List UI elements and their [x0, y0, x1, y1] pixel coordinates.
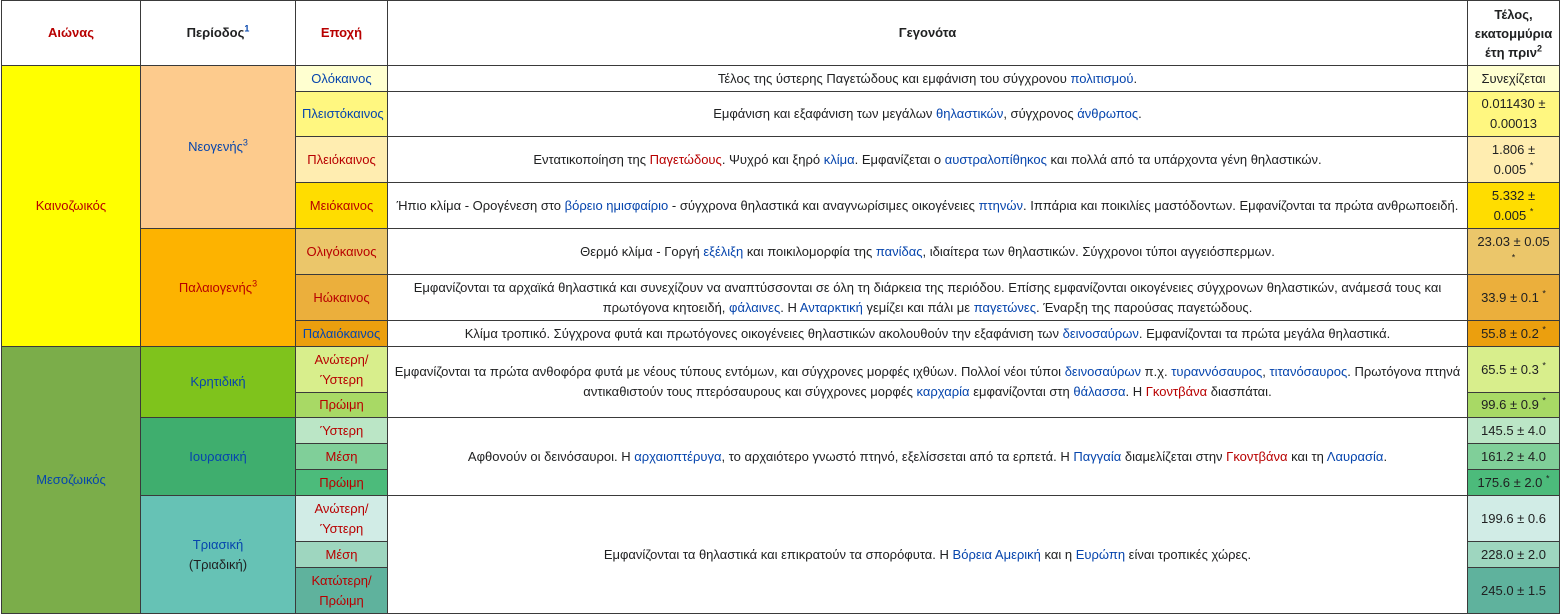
end-miocene: 5.332 ± 0.005 *	[1468, 183, 1560, 229]
epoch-triassic-lower[interactable]: Κατώτερη/ Πρώιμη	[296, 568, 388, 614]
events-holocene: Τέλος της ύστερης Παγετώδους και εμφάνιση του σύγχρονου πολιτισμού.	[388, 66, 1468, 92]
epoch-paleocene[interactable]: Παλαιόκαινος	[296, 321, 388, 347]
link-dinosaurs[interactable]: δεινοσαύρων	[1062, 325, 1139, 341]
table-row	[2, 347, 1560, 393]
epoch-miocene[interactable]: Μειόκαινος	[296, 183, 388, 229]
period-cretaceous[interactable]: Κρητιδική	[141, 347, 296, 418]
end-holocene: Συνεχίζεται	[1468, 66, 1560, 92]
epoch-pleistocene[interactable]: Πλειστόκαινος	[296, 92, 388, 137]
epoch-jurassic-lower[interactable]: Πρώιμη	[296, 470, 388, 496]
period-triassic[interactable]: Τριασική (Τριαδική)	[141, 496, 296, 614]
end-paleocene: 55.8 ± 0.2 *	[1468, 321, 1560, 347]
link-shark[interactable]: καρχαρία	[916, 384, 970, 399]
end-pliocene: 1.806 ± 0.005 *	[1468, 137, 1560, 183]
table-row	[2, 229, 1560, 275]
events-eocene: Εμφανίζονται τα αρχαϊκά θηλαστικά και συνεχίζουν να αναπτύσσονται σε όλη τη διάρκεια της περιόδου. Επίσης εμφανίζονται οικογένειες σύγχρονων θηλαστικών, ανάμεσά τους και πρωτόγονα κητοειδή, φάλαινες. Η Ανταρκτική γεμίζει και πάλι με παγετώνες. Έναρξη της παρούσας παγετώδους.	[388, 275, 1468, 321]
link-whales[interactable]: φάλαινες	[729, 299, 781, 315]
events-paleocene: Κλίμα τροπικό. Σύγχρονα φυτά και πρωτόγονες οικογένειες θηλαστικών ακολουθούν την εξαφάνιση των δεινοσαύρων. Εμφανίζονται τα πρώτα μεγάλα θηλαστικά.	[388, 321, 1468, 347]
end-cretaceous-upper: 65.5 ± 0.3 *	[1468, 347, 1560, 393]
link-pangaea[interactable]: Παγγαία	[1073, 448, 1122, 464]
events-miocene: Ήπιο κλίμα - Ορογένεση στο βόρειο ημισφαίριο - σύγχρονα θηλαστικά και αναγνωρίσιμες οικογένειες πτηνών. Ιππάρια και ποικιλίες μαστόδοντων. Εμφανίζονται τα πρώτα ανθρωποειδή.	[388, 183, 1468, 229]
link-europe[interactable]: Ευρώπη	[1075, 546, 1126, 562]
eon-mesozoic[interactable]: Μεσοζωικός	[2, 347, 141, 614]
events-cretaceous: Εμφανίζονται τα πρώτα ανθοφόρα φυτά με νέους τύπους εντόμων, και σύγχρονες μορφές ιχθύων. Πολλοί νέοι τύποι δεινοσαύρων π.χ. τυραννόσαυρος, τιτανόσαυρος. Πρωτόγονα πτηνά αντικαθιστούν τους πτερόσαυρους και σύγχρονες μορφές καρχαρία εμφανίζονται στη θάλασσα. Η Γκοντβάνα διασπάται.	[388, 347, 1468, 418]
end-jurassic-upper: 145.5 ± 4.0	[1468, 418, 1560, 444]
eon-header: Αιώνας	[2, 1, 141, 66]
link-tyrannosaurus[interactable]: τυραννόσαυρος	[1171, 364, 1263, 379]
events-triassic: Εμφανίζονται τα θηλαστικά και επικρατούν τα σπορόφυτα. Η Βόρεια Αμερική και η Ευρώπη είναι τροπικές χώρες.	[388, 496, 1468, 614]
link-laurasia[interactable]: Λαυρασία	[1326, 448, 1384, 464]
link-titanosaurus[interactable]: τιτανόσαυρος	[1269, 364, 1348, 379]
paleogene-footnote-ref[interactable]: 3	[252, 278, 258, 289]
link-northern-hemisphere[interactable]: βόρειο ημισφαίριο	[564, 197, 669, 213]
header-row	[2, 1, 1560, 66]
link-gondwana[interactable]: Γκοντβάνα	[1226, 448, 1288, 464]
link-evolution[interactable]: εξέλιξη	[703, 243, 744, 259]
table-row	[2, 66, 1560, 92]
end-eocene: 33.9 ± 0.1 *	[1468, 275, 1560, 321]
link-archaeopteryx[interactable]: αρχαιοπτέρυγα	[634, 448, 722, 464]
period-header: Περίοδος$^1$	[141, 1, 296, 66]
link-civilization[interactable]: πολιτισμού	[1070, 70, 1134, 86]
period-jurassic[interactable]: Ιουρασική	[141, 418, 296, 496]
neogene-footnote-ref[interactable]: 3	[242, 137, 248, 148]
table-row	[2, 496, 1560, 542]
events-jurassic: Αφθονούν οι δεινόσαυροι. Η αρχαιοπτέρυγα, το αρχαιότερο γνωστό πτηνό, εξελίσσεται από τα ερπετά. Η Παγγαία διαμελίζεται στην Γκοντβάνα και τη Λαυρασία.	[388, 418, 1468, 496]
epoch-header: Εποχή	[296, 1, 388, 66]
epoch-triassic-middle[interactable]: Μέση	[296, 542, 388, 568]
link-human[interactable]: άνθρωπος	[1077, 106, 1139, 121]
end-jurassic-middle: 161.2 ± 4.0	[1468, 444, 1560, 470]
link-antarctica[interactable]: Ανταρκτική	[799, 299, 863, 315]
link-australopithecus[interactable]: αυστραλοπίθηκος	[944, 151, 1047, 167]
events-pliocene: Εντατικοποίηση της Παγετώδους. Ψυχρό και ξηρό κλίμα. Εμφανίζεται ο αυστραλοπίθηκος και πολλά από τα υπάρχοντα γένη θηλαστικών.	[388, 137, 1468, 183]
link-climate[interactable]: κλίμα	[823, 151, 855, 167]
end-cretaceous-lower: 99.6 ± 0.9 *	[1468, 393, 1560, 418]
end-triassic-upper: 199.6 ± 0.6	[1468, 496, 1560, 542]
epoch-oligocene[interactable]: Ολιγόκαινος	[296, 229, 388, 275]
link-dinosaurs[interactable]: δεινοσαύρων	[1064, 364, 1142, 379]
link-gondwana[interactable]: Γκοντβάνα	[1145, 384, 1208, 399]
end-pleistocene: 0.011430 ± 0.00013	[1468, 92, 1560, 137]
epoch-holocene[interactable]: Ολόκαινος	[296, 66, 388, 92]
end-jurassic-lower: 175.6 ± 2.0 *	[1468, 470, 1560, 496]
period-paleogene[interactable]: Παλαιογενής$^3$	[141, 229, 296, 347]
link-glacial[interactable]: Παγετώδους	[649, 151, 722, 167]
end-footnote-ref[interactable]: 2	[1537, 43, 1543, 54]
link-mammals[interactable]: θηλαστικών	[936, 106, 1004, 121]
period-neogene[interactable]: Νεογενής$^3$	[141, 66, 296, 229]
link-birds[interactable]: πτηνών	[978, 197, 1024, 213]
epoch-eocene[interactable]: Ηώκαινος	[296, 275, 388, 321]
link-glaciers[interactable]: παγετώνες	[973, 299, 1036, 315]
epoch-cretaceous-upper[interactable]: Ανώτερη/ Ύστερη	[296, 347, 388, 393]
link-north-america[interactable]: Βόρεια Αμερική	[952, 546, 1041, 562]
epoch-jurassic-middle[interactable]: Μέση	[296, 444, 388, 470]
geologic-timescale-table	[1, 0, 1560, 614]
end-header: Τέλος, εκατομμύρια έτη πριν$^2$	[1468, 1, 1560, 66]
end-triassic-middle: 228.0 ± 2.0	[1468, 542, 1560, 568]
epoch-pliocene[interactable]: Πλειόκαινος	[296, 137, 388, 183]
eon-cenozoic[interactable]: Καινοζωικός	[2, 66, 141, 347]
events-oligocene: Θερμό κλίμα - Γοργή εξέλιξη και ποικιλομορφία της πανίδας, ιδιαίτερα των θηλαστικών. Σύγχρονοι τύποι αγγειόσπερμων.	[388, 229, 1468, 275]
events-header: Γεγονότα	[388, 1, 1468, 66]
period-footnote-ref[interactable]: 1	[244, 23, 250, 34]
end-triassic-lower: 245.0 ± 1.5	[1468, 568, 1560, 614]
end-oligocene: 23.03 ± 0.05 *	[1468, 229, 1560, 275]
link-fauna[interactable]: πανίδας	[875, 243, 923, 259]
epoch-cretaceous-lower[interactable]: Πρώιμη	[296, 393, 388, 418]
events-pleistocene: Εμφάνιση και εξαφάνιση των μεγάλων θηλαστικών, σύγχρονος άνθρωπος.	[388, 92, 1468, 137]
link-sea[interactable]: θάλασσα	[1073, 384, 1126, 399]
epoch-jurassic-upper[interactable]: Ύστερη	[296, 418, 388, 444]
epoch-triassic-upper[interactable]: Ανώτερη/ Ύστερη	[296, 496, 388, 542]
table-row	[2, 418, 1560, 444]
